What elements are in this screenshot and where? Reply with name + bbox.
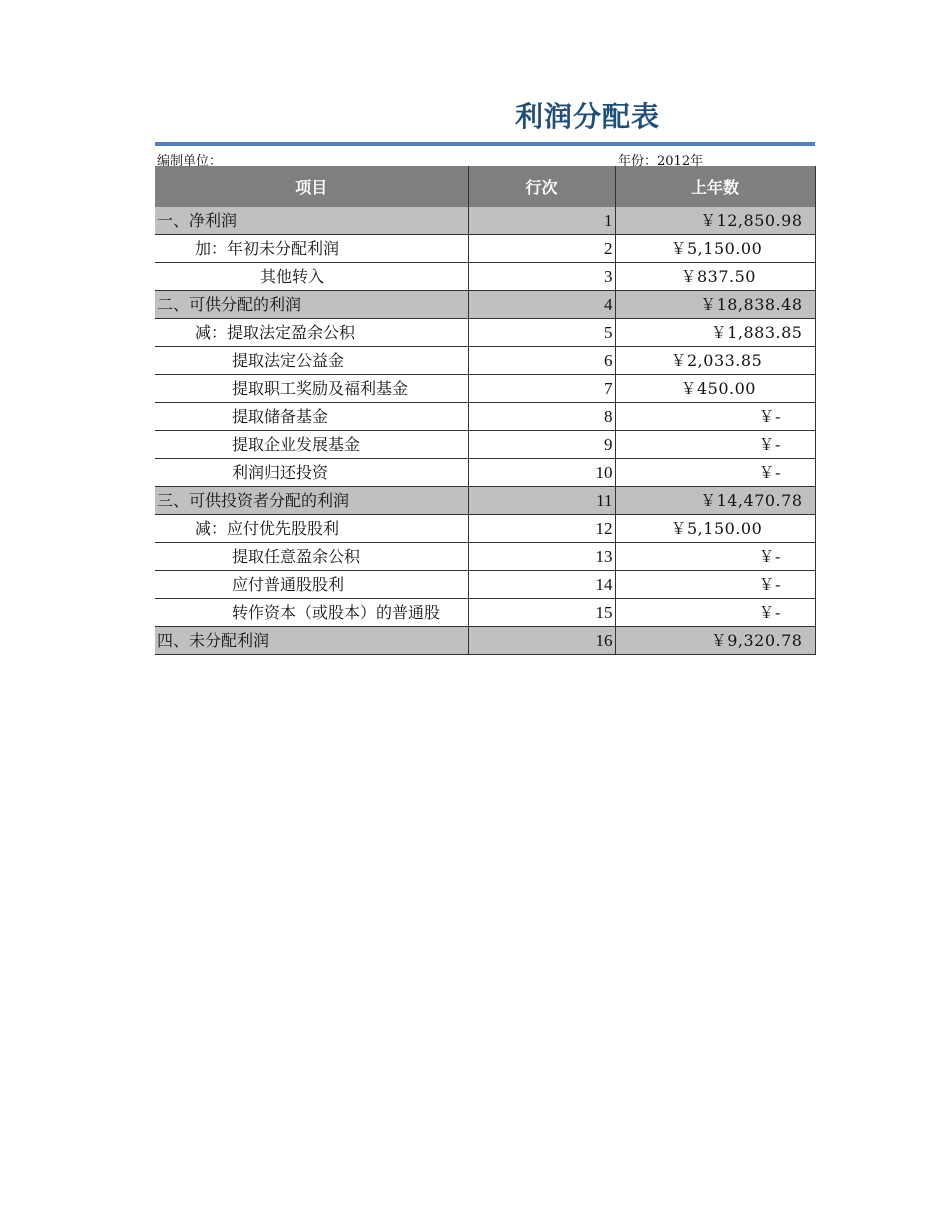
row-line: 10 xyxy=(468,459,615,487)
row-amount: ￥450.00 xyxy=(615,375,815,403)
row-item: 提取企业发展基金 xyxy=(155,431,468,459)
table-row xyxy=(155,375,815,403)
title-row xyxy=(155,92,815,142)
table-row xyxy=(155,487,815,515)
table-row xyxy=(155,319,815,347)
table-row xyxy=(155,235,815,263)
row-line: 13 xyxy=(468,543,615,571)
meta-row xyxy=(155,146,815,169)
table-header-row xyxy=(155,166,815,207)
row-item: 其他转入 xyxy=(155,263,468,291)
unit-label: 编制单位： xyxy=(157,154,223,169)
row-amount: ￥- xyxy=(615,543,815,571)
row-item: 一、净利润 xyxy=(155,207,468,235)
table-row xyxy=(155,571,815,599)
table-row xyxy=(155,347,815,375)
row-amount: ￥5,150.00 xyxy=(615,515,815,543)
profit-table xyxy=(155,166,816,655)
row-amount: ￥1,883.85 xyxy=(615,319,815,347)
header-amount: 上年数 xyxy=(615,166,815,207)
row-amount: ￥- xyxy=(615,571,815,599)
row-line: 7 xyxy=(468,375,615,403)
header-item: 项目 xyxy=(155,166,468,207)
row-line: 9 xyxy=(468,431,615,459)
row-item: 提取法定公益金 xyxy=(155,347,468,375)
row-amount: ￥837.50 xyxy=(615,263,815,291)
table-row xyxy=(155,207,815,235)
row-item: 提取职工奖励及福利基金 xyxy=(155,375,468,403)
row-amount: ￥- xyxy=(615,599,815,627)
table-body xyxy=(155,207,815,655)
row-amount: ￥18,838.48 xyxy=(615,291,815,319)
row-amount: ￥12,850.98 xyxy=(615,207,815,235)
row-item: 减：提取法定盈余公积 xyxy=(155,319,468,347)
row-line: 12 xyxy=(468,515,615,543)
row-item: 提取任意盈余公积 xyxy=(155,543,468,571)
row-line: 15 xyxy=(468,599,615,627)
row-amount: ￥- xyxy=(615,459,815,487)
row-line: 5 xyxy=(468,319,615,347)
table-row xyxy=(155,459,815,487)
row-item: 应付普通股股利 xyxy=(155,571,468,599)
year-label: 年份：2012年 xyxy=(618,154,704,169)
row-line: 8 xyxy=(468,403,615,431)
header-line: 行次 xyxy=(468,166,615,207)
row-line: 4 xyxy=(468,291,615,319)
row-item: 利润归还投资 xyxy=(155,459,468,487)
row-amount: ￥- xyxy=(615,403,815,431)
row-line: 1 xyxy=(468,207,615,235)
profit-distribution-sheet xyxy=(155,92,815,655)
row-amount: ￥5,150.00 xyxy=(615,235,815,263)
row-amount: ￥14,470.78 xyxy=(615,487,815,515)
row-amount: ￥- xyxy=(615,431,815,459)
table-row xyxy=(155,599,815,627)
table-row xyxy=(155,627,815,655)
page-title: 利润分配表 xyxy=(515,100,661,133)
row-item: 转作资本（或股本）的普通股 xyxy=(155,599,468,627)
table-row xyxy=(155,403,815,431)
row-line: 6 xyxy=(468,347,615,375)
row-item: 减：应付优先股股利 xyxy=(155,515,468,543)
row-line: 2 xyxy=(468,235,615,263)
row-item: 二、可供分配的利润 xyxy=(155,291,468,319)
row-line: 16 xyxy=(468,627,615,655)
row-item: 加：年初未分配利润 xyxy=(155,235,468,263)
row-line: 14 xyxy=(468,571,615,599)
table-row xyxy=(155,291,815,319)
row-line: 11 xyxy=(468,487,615,515)
table-row xyxy=(155,543,815,571)
row-item: 三、可供投资者分配的利润 xyxy=(155,487,468,515)
table-row xyxy=(155,515,815,543)
row-amount: ￥2,033.85 xyxy=(615,347,815,375)
row-amount: ￥9,320.78 xyxy=(615,627,815,655)
table-row xyxy=(155,431,815,459)
row-item: 提取储备基金 xyxy=(155,403,468,431)
table-row xyxy=(155,263,815,291)
row-line: 3 xyxy=(468,263,615,291)
row-item: 四、未分配利润 xyxy=(155,627,468,655)
